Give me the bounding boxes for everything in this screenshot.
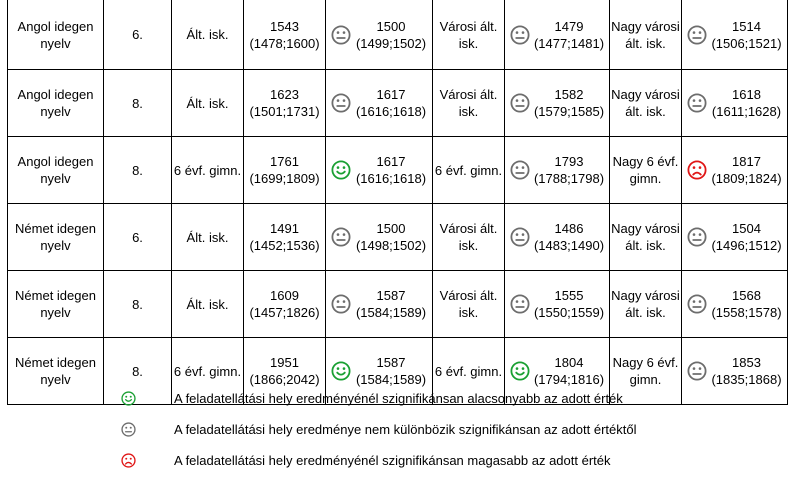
- own-score-cell: 1761 (1699;1809): [244, 137, 326, 204]
- comparison-cell: [505, 137, 610, 204]
- smiley-face-icon: [510, 361, 530, 381]
- sad-face-icon: [687, 160, 707, 180]
- comparison-label-cell: Városi ált. isk.: [433, 70, 505, 137]
- comparison-label-cell: Városi ált. isk.: [433, 0, 505, 70]
- own-score-cell: 1543 (1478;1600): [244, 0, 326, 70]
- smiley-face-icon: [331, 160, 351, 180]
- grade-cell: 8.: [104, 338, 172, 405]
- comparison-value: 1568 (1558;1578): [711, 288, 782, 320]
- comparison-label-cell: Városi ált. isk.: [433, 204, 505, 271]
- comparison-value: 1853 (1835;1868): [711, 355, 782, 387]
- school-type-cell: Ált. isk.: [172, 70, 244, 137]
- neutral-face-icon: [687, 93, 707, 113]
- sad-face-icon: [121, 453, 136, 468]
- neutral-face-icon: [510, 25, 530, 45]
- comparison-value: 1587 (1584;1589): [355, 355, 427, 387]
- comparison-value: 1504 (1496;1512): [711, 221, 782, 253]
- subject-cell: Angol idegen nyelv: [8, 0, 104, 70]
- comparison-value: 1617 (1616;1618): [355, 154, 427, 186]
- neutral-face-icon: [510, 227, 530, 247]
- school-type-cell: Ált. isk.: [172, 0, 244, 70]
- comparison-label-cell: 6 évf. gimn.: [433, 137, 505, 204]
- comparison-value: 1617 (1616;1618): [355, 87, 427, 119]
- own-score-cell: 1623 (1501;1731): [244, 70, 326, 137]
- table-row: [8, 70, 788, 137]
- neutral-face-icon: [510, 160, 530, 180]
- comparison-label-cell: Nagy városi ált. isk.: [610, 0, 682, 70]
- comparison-cell: [682, 338, 788, 405]
- comparison-cell: [682, 137, 788, 204]
- comparison-value: 1555 (1550;1559): [533, 288, 605, 320]
- neutral-face-icon: [331, 25, 351, 45]
- comparison-label-cell: Városi ált. isk.: [433, 271, 505, 338]
- school-type-cell: Ált. isk.: [172, 271, 244, 338]
- neutral-face-icon: [687, 294, 707, 314]
- comparison-cell: [326, 204, 433, 271]
- comparison-cell: [505, 70, 610, 137]
- legend-text: A feladatellátási hely eredménye nem különbözik szignifikánsan az adott értéktől: [174, 422, 637, 437]
- smiley-face-icon: [331, 361, 351, 381]
- comparison-cell: [326, 271, 433, 338]
- comparison-cell: [326, 70, 433, 137]
- comparison-value: 1587 (1584;1589): [355, 288, 427, 320]
- legend-text: A feladatellátási hely eredményénél szignifikánsan magasabb az adott érték: [174, 453, 611, 468]
- comparison-value: 1804 (1794;1816): [533, 355, 605, 387]
- subject-cell: Német idegen nyelv: [8, 271, 104, 338]
- school-type-cell: 6 évf. gimn.: [172, 338, 244, 405]
- neutral-face-icon: [510, 93, 530, 113]
- comparison-cell: [505, 0, 610, 70]
- subject-cell: Angol idegen nyelv: [8, 137, 104, 204]
- grade-cell: 6.: [104, 204, 172, 271]
- comparison-value: 1618 (1611;1628): [711, 87, 782, 119]
- comparison-label-cell: Nagy városi ált. isk.: [610, 204, 682, 271]
- smiley-face-icon: [121, 391, 136, 406]
- legend-text: A feladatellátási hely eredményénél szignifikánsan alacsonyabb az adott érték: [174, 391, 623, 406]
- neutral-face-icon: [331, 227, 351, 247]
- neutral-face-icon: [331, 294, 351, 314]
- neutral-face-icon: [687, 227, 707, 247]
- neutral-face-icon: [687, 25, 707, 45]
- table-row: [8, 137, 788, 204]
- own-score-cell: 1609 (1457;1826): [244, 271, 326, 338]
- grade-cell: 8.: [104, 70, 172, 137]
- comparison-cell: [682, 0, 788, 70]
- comparison-value: 1486 (1483;1490): [533, 221, 605, 253]
- comparison-cell: [326, 0, 433, 70]
- comparison-cell: [682, 70, 788, 137]
- comparison-value: 1582 (1579;1585): [533, 87, 605, 119]
- comparison-value: 1817 (1809;1824): [711, 154, 782, 186]
- neutral-face-icon: [687, 361, 707, 381]
- comparison-value: 1479 (1477;1481): [533, 18, 605, 51]
- comparison-cell: [326, 137, 433, 204]
- results-table: [7, 0, 788, 405]
- comparison-label-cell: Nagy 6 évf. gimn.: [610, 338, 682, 405]
- grade-cell: 6.: [104, 0, 172, 70]
- own-score-cell: 1491 (1452;1536): [244, 204, 326, 271]
- comparison-label-cell: Nagy városi ált. isk.: [610, 70, 682, 137]
- comparison-value: 1793 (1788;1798): [533, 154, 605, 186]
- comparison-label-cell: Nagy 6 évf. gimn.: [610, 137, 682, 204]
- comparison-cell: [505, 204, 610, 271]
- neutral-face-icon: [121, 422, 136, 437]
- comparison-cell: [682, 204, 788, 271]
- comparison-label-cell: Nagy városi ált. isk.: [610, 271, 682, 338]
- table-row: [8, 271, 788, 338]
- comparison-value: 1514 (1506;1521): [711, 18, 782, 51]
- comparison-label-cell: 6 évf. gimn.: [433, 338, 505, 405]
- neutral-face-icon: [510, 294, 530, 314]
- subject-cell: Német idegen nyelv: [8, 204, 104, 271]
- comparison-value: 1500 (1499;1502): [355, 18, 427, 51]
- comparison-cell: [505, 271, 610, 338]
- school-type-cell: Ált. isk.: [172, 204, 244, 271]
- table-row: [8, 0, 788, 70]
- subject-cell: Angol idegen nyelv: [8, 70, 104, 137]
- subject-cell: Német idegen nyelv: [8, 338, 104, 405]
- grade-cell: 8.: [104, 137, 172, 204]
- table-row: [8, 204, 788, 271]
- neutral-face-icon: [331, 93, 351, 113]
- comparison-cell: [682, 271, 788, 338]
- own-score-cell: 1951 (1866;2042): [244, 338, 326, 405]
- grade-cell: 8.: [104, 271, 172, 338]
- comparison-value: 1500 (1498;1502): [355, 221, 427, 253]
- school-type-cell: 6 évf. gimn.: [172, 137, 244, 204]
